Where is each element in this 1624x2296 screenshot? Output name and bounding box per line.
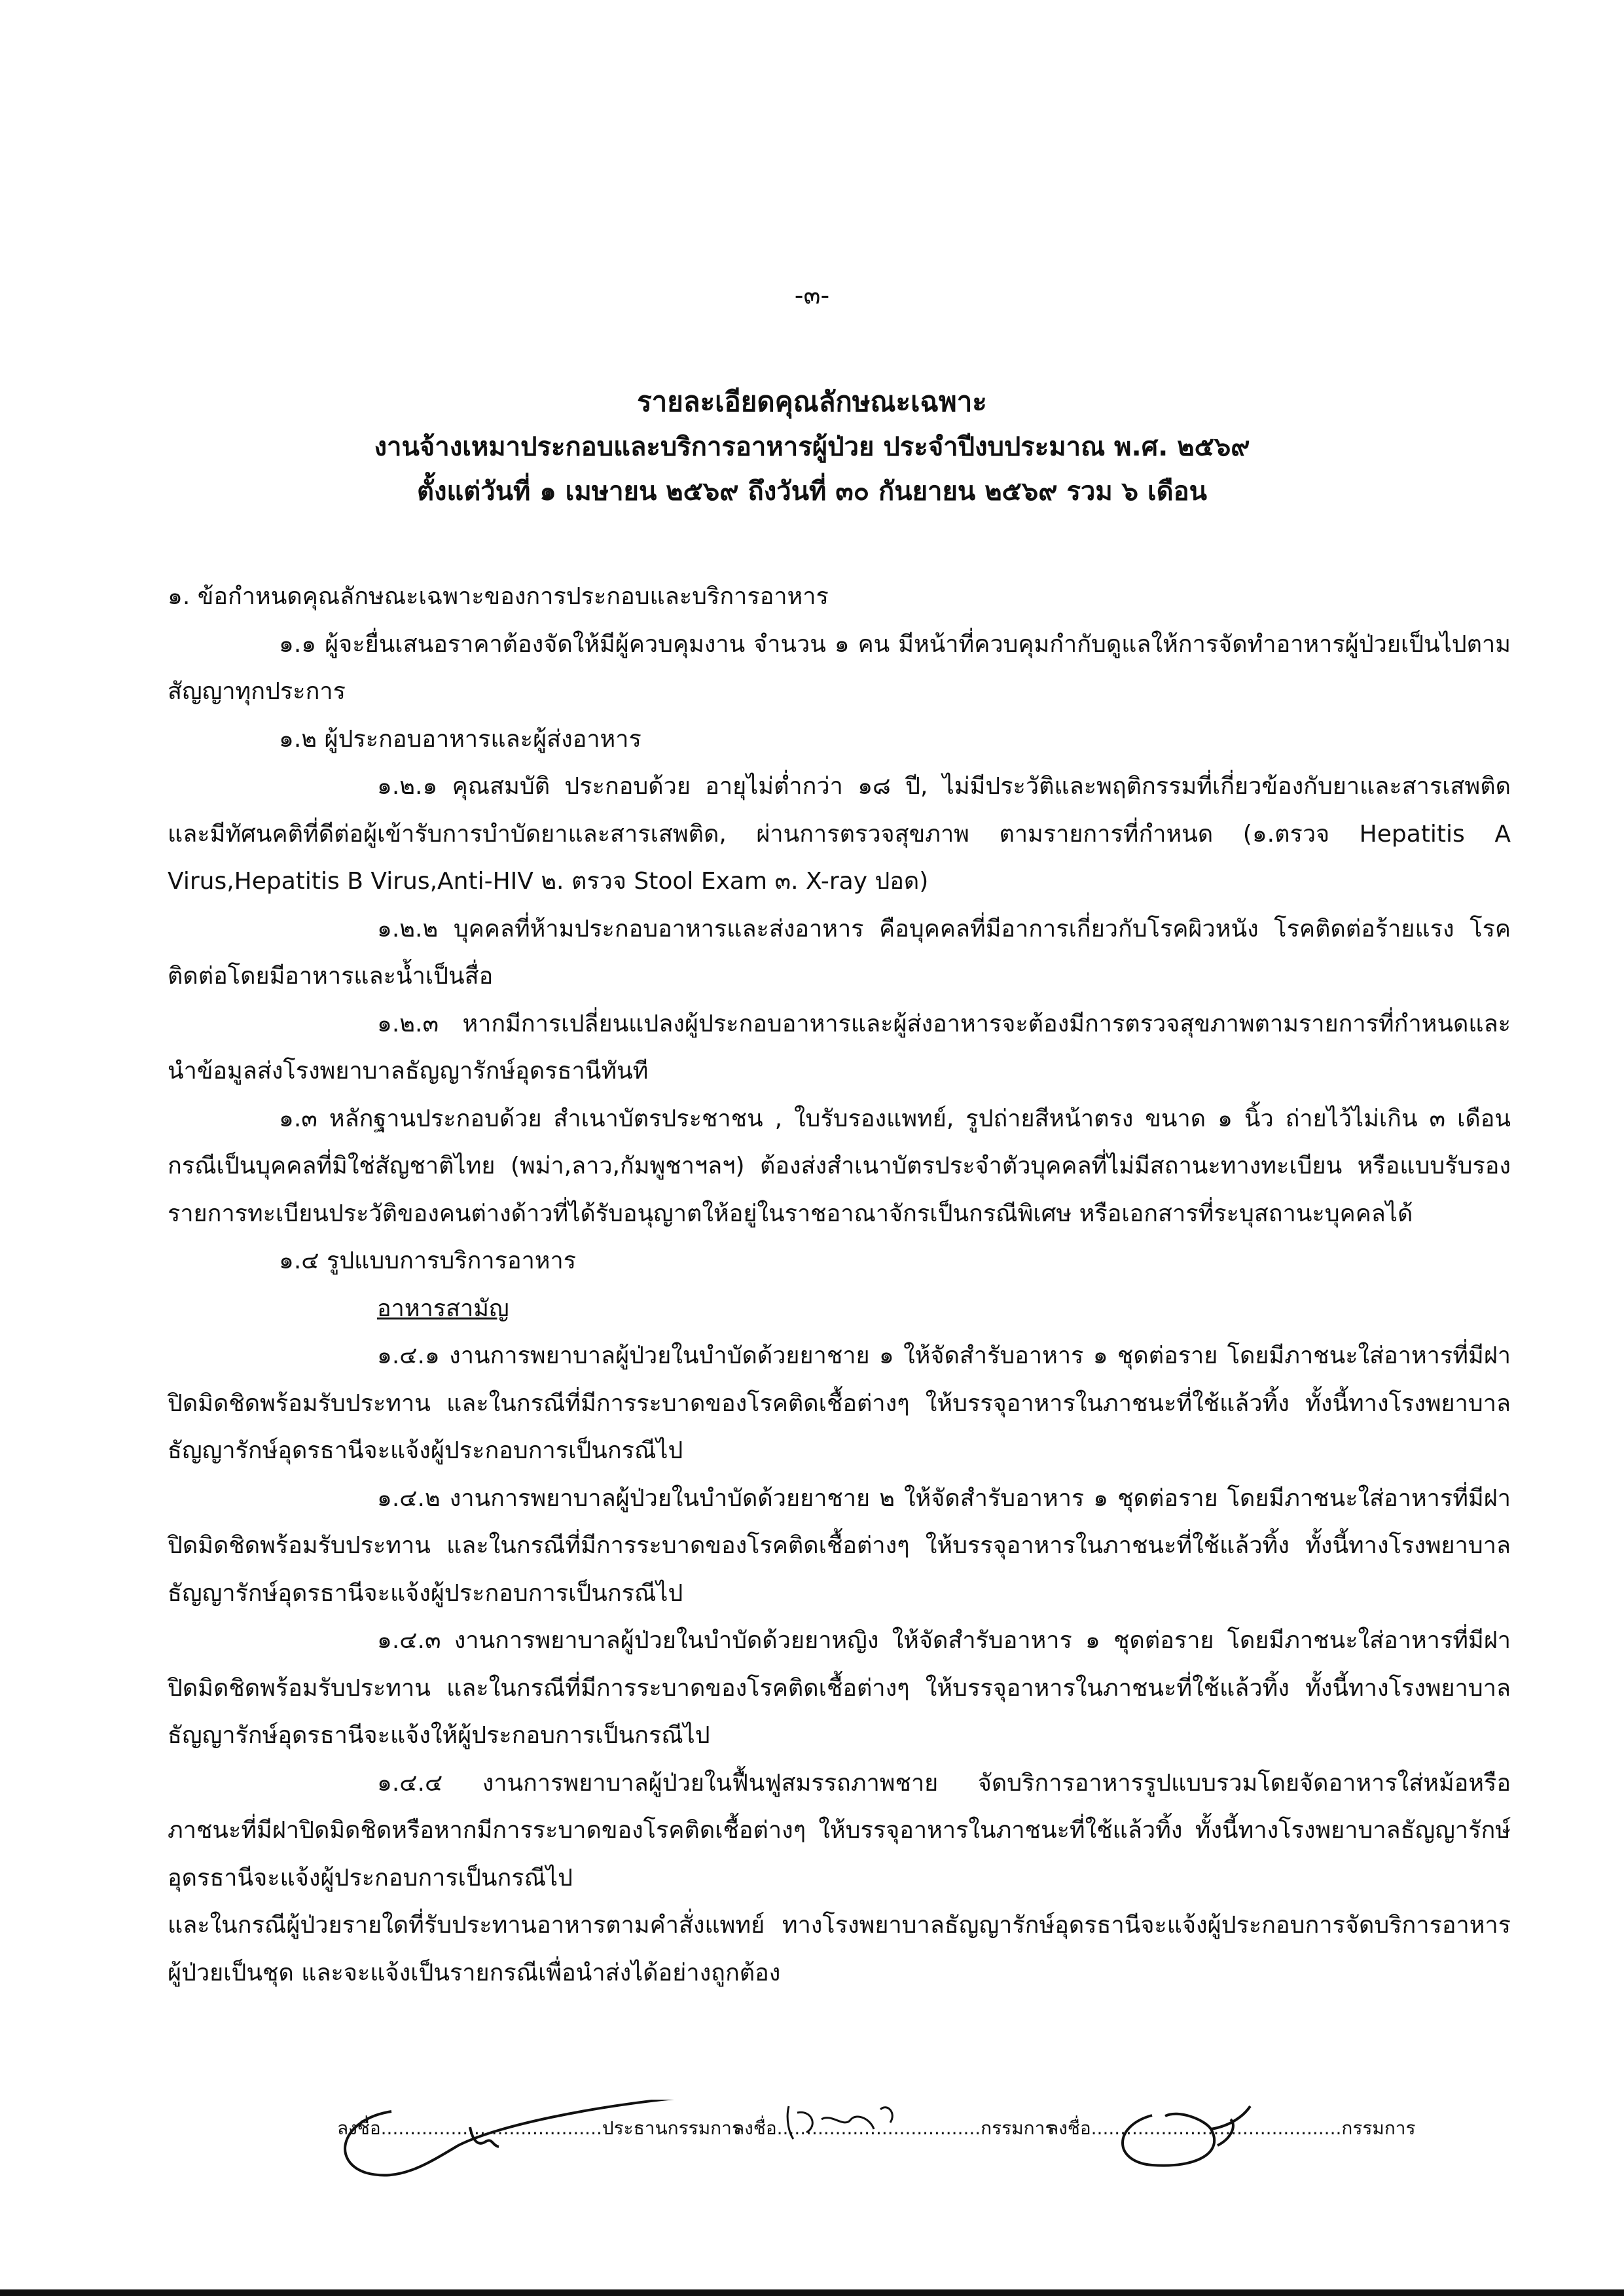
section-1-2-1: ๑.๒.๑ คุณสมบัติ ประกอบด้วย อายุไม่ต่ำกว่า ๑๘ ปี, ไม่มีประวัติและพฤติกรรมที่เกี่ยวข้องกับยาและสารเสพติด และมีทัศนคติที่ดีต่อผู้เข้ารับการบำบัดยาและสารเสพติด, ผ่านการตรวจสุขภาพ ตามรายการที่กำหนด (๑.ตรวจ Hepatitis A Virus,Hepatitis B Virus,Anti-HIV ๒. ตรวจ Stool Exam ๓. X-ray ปอด)	[168, 773, 1511, 895]
document-title	[0, 378, 1624, 514]
signature-area	[0, 2100, 1624, 2172]
title-line-3: ตั้งแต่วันที่ ๑ เมษายน ๒๕๖๙ ถึงวันที่ ๓๐ กันยายน ๒๕๖๙ รวม ๖ เดือน	[416, 476, 1208, 507]
section-1-1: ๑.๑ ผู้จะยื่นเสนอราคาต้องจัดให้มีผู้ควบคุมงาน จำนวน ๑ คน มีหน้าที่ควบคุมกำกับดูแลให้การจัดทำอาหารผู้ป่วยเป็นไปตามสัญญาทุกประการ	[168, 630, 1511, 705]
section-1-4-1: ๑.๔.๑ งานการพยาบาลผู้ป่วยในบำบัดด้วยยาชาย ๑ ให้จัดสำรับอาหาร ๑ ชุดต่อราย โดยมีภาชนะใส่อาหารที่มีฝาปิดมิดชิดพร้อมรับประทาน และในกรณีที่มีการระบาดของโรคติดเชื้อต่างๆ ให้บรรจุอาหารในภาชนะที่ใช้แล้วทิ้ง ทั้งนี้ทางโรงพยาบาลธัญญารักษ์อุดรธานีจะแจ้งผู้ประกอบการเป็นกรณีไป	[168, 1342, 1511, 1464]
title-line-1: รายละเอียดคุณลักษณะเฉพาะ	[637, 386, 987, 418]
section-1-4-subheading	[168, 1285, 1511, 1333]
section-1-2: ๑.๒ ผู้ประกอบอาหารและผู้ส่งอาหาร	[279, 725, 641, 753]
signature-1-label: ลงชื่อ......................................ประธานกรรมการ	[337, 2117, 742, 2139]
section-1-4: ๑.๔ รูปแบบการบริการอาหาร	[279, 1247, 577, 1274]
section-1-4-note: และในกรณีผู้ป่วยรายใดที่รับประทานอาหารตามคำสั่งแพทย์ ทางโรงพยาบาลธัญญารักษ์อุดรธานีจะแจ้งผู้ประกอบการจัดบริการอาหารผู้ป่วยเป็นชุด และจะแจ้งเป็นรายกรณีเพื่อนำส่งได้อย่างถูกต้อง	[168, 1912, 1511, 1986]
section-1-2-2: ๑.๒.๒ บุคคลที่ห้ามประกอบอาหารและส่งอาหาร คือบุคคลที่มีอาการเกี่ยวกับโรคผิวหนัง โรคติดต่อร้ายแรง โรคติดต่อโดยมีอาหารและน้ำเป็นสื่อ	[168, 915, 1511, 990]
section-1-2-3: ๑.๒.๓ หากมีการเปลี่ยนแปลงผู้ประกอบอาหารและผู้ส่งอาหารจะต้องมีการตรวจสุขภาพตามรายการที่กำหนดและนำข้อมูลส่งโรงพยาบาลธัญญารักษ์อุดรธานีทันที	[168, 1010, 1511, 1085]
section-1-3: ๑.๓ หลักฐานประกอบด้วย สำเนาบัตรประชาชน , ใบรับรองแพทย์, รูปถ่ายสีหน้าตรง ขนาด ๑ นิ้ว ถ่ายไว้ไม่เกิน ๓ เดือน กรณีเป็นบุคคลที่มิใช่สัญชาติไทย (พม่า,ลาว,กัมพูชาฯลฯ) ต้องส่งสำเนาบัตรประจำตัวบุคคลที่ไม่มีสถานะทางทะเบียน หรือแบบรับรองรายการทะเบียนประวัติของคนต่างด้าวที่ได้รับอนุญาตให้อยู่ในราชอาณาจักรเป็นกรณีพิเศษ หรือเอกสารที่ระบุสถานะบุคคลได้	[168, 1105, 1511, 1227]
title-line-2: งานจ้างเหมาประกอบและบริการอาหารผู้ป่วย ประจำปีงบประมาณ พ.ศ. ๒๕๖๙	[374, 432, 1250, 463]
scan-edge	[0, 2289, 1624, 2296]
section-1-4-4: ๑.๔.๔ งานการพยาบาลผู้ป่วยในฟื้นฟูสมรรถภาพชาย จัดบริการอาหารรูปแบบรวมโดยจัดอาหารใส่หม้อหรือภาชนะที่มีฝาปิดมิดชิดหรือหากมีการระบาดของโรคติดเชื้อต่างๆ ให้บรรจุอาหารในภาชนะที่ใช้แล้วทิ้ง ทั้งนี้ทางโรงพยาบาลธัญญารักษ์อุดรธานีจะแจ้งผู้ประกอบการเป็นกรณีไป	[168, 1769, 1511, 1892]
general-food-label: อาหารสามัญ	[377, 1295, 509, 1322]
document-body	[168, 573, 1511, 1997]
signature-3-label: ลงชื่อ...........................................กรรมการ	[1047, 2117, 1416, 2139]
section-1-4-3: ๑.๔.๓ งานการพยาบาลผู้ป่วยในบำบัดด้วยยาหญิง ให้จัดสำรับอาหาร ๑ ชุดต่อราย โดยมีภาชนะใส่อาหารที่มีฝาปิดมิดชิดพร้อมรับประทาน และในกรณีที่มีการระบาดของโรคติดเชื้อต่างๆ ให้บรรจุอาหารในภาชนะที่ใช้แล้วทิ้ง ทั้งนี้ทางโรงพยาบาลธัญญารักษ์อุดรธานีจะแจ้งให้ผู้ประกอบการเป็นกรณีไป	[168, 1627, 1511, 1749]
page-number: -๓-	[794, 281, 830, 310]
signature-2-label: ลงชื่อ...................................กรรมการ	[733, 2117, 1055, 2139]
section-1-heading: ๑. ข้อกำหนดคุณลักษณะเฉพาะของการประกอบและบริการอาหาร	[168, 583, 829, 610]
section-1-4-2: ๑.๔.๒ งานการพยาบาลผู้ป่วยในบำบัดด้วยยาชาย ๒ ให้จัดสำรับอาหาร ๑ ชุดต่อราย โดยมีภาชนะใส่อาหารที่มีฝาปิดมิดชิดพร้อมรับประทาน และในกรณีที่มีการระบาดของโรคติดเชื้อต่างๆ ให้บรรจุอาหารในภาชนะที่ใช้แล้วทิ้ง ทั้งนี้ทางโรงพยาบาลธัญญารักษ์อุดรธานีจะแจ้งผู้ประกอบการเป็นกรณีไป	[168, 1484, 1511, 1607]
